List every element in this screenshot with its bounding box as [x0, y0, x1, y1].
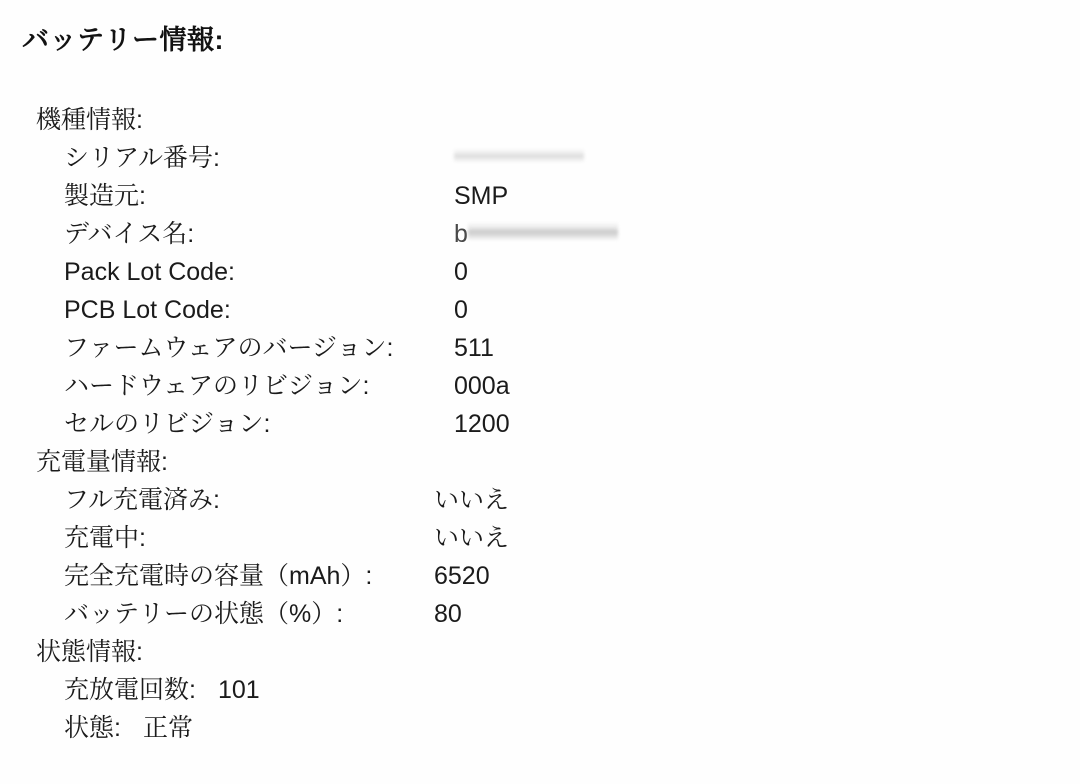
- device-name-lead: b: [454, 220, 468, 248]
- redacted-device-name: [468, 222, 618, 240]
- value-battery-condition-percent: 80: [434, 600, 462, 628]
- rows-model-info: [64, 139, 1080, 443]
- value-fully-charged: いいえ: [434, 486, 510, 514]
- label-fully-charged: フル充電済み:: [64, 486, 220, 514]
- value-manufacturer: SMP: [454, 182, 509, 210]
- row-cycle-count: [64, 671, 1080, 709]
- label-battery-condition-percent: バッテリーの状態（%）:: [64, 600, 344, 628]
- section-heading-charge-info: 充電量情報:: [36, 448, 168, 476]
- value-charging: いいえ: [434, 524, 510, 552]
- row-cell-revision: [64, 405, 1080, 443]
- section-heading-status-info: 状態情報:: [36, 638, 143, 666]
- label-full-charge-capacity: 完全充電時の容量（mAh）:: [64, 562, 373, 590]
- value-cycle-count: 101: [217, 676, 260, 704]
- row-fully-charged: [64, 481, 1080, 519]
- row-firmware-version: [64, 329, 1080, 367]
- value-condition: 正常: [142, 714, 193, 742]
- value-full-charge-capacity: 6520: [434, 562, 490, 590]
- label-pack-lot-code: Pack Lot Code:: [64, 258, 235, 286]
- rows-status-info: [64, 671, 1080, 747]
- label-pcb-lot-code: PCB Lot Code:: [64, 296, 231, 324]
- label-charging: 充電中:: [64, 524, 146, 552]
- row-hardware-revision: [64, 367, 1080, 405]
- row-device-name: [64, 215, 1080, 253]
- row-full-charge-capacity: [64, 557, 1080, 595]
- value-serial-number: [454, 139, 584, 177]
- row-condition: [64, 709, 1080, 747]
- section-model-info: [36, 101, 1080, 443]
- value-cell-revision: 1200: [454, 410, 510, 438]
- label-cycle-count: 充放電回数:: [64, 676, 196, 704]
- row-pack-lot-code: [64, 253, 1080, 291]
- label-condition: 状態:: [64, 714, 121, 742]
- value-firmware-version: 511: [454, 334, 494, 362]
- page-title: バッテリー情報:: [22, 25, 224, 55]
- label-device-name: デバイス名:: [64, 220, 195, 248]
- rows-charge-info: [64, 481, 1080, 633]
- label-manufacturer: 製造元:: [64, 182, 146, 210]
- section-status-info: [36, 633, 1080, 747]
- value-hardware-revision: 000a: [454, 372, 510, 400]
- label-firmware-version: ファームウェアのバージョン:: [64, 334, 394, 362]
- label-hardware-revision: ハードウェアのリビジョン:: [64, 372, 370, 400]
- row-serial-number: [64, 139, 1080, 177]
- device-name-redaction: [454, 215, 618, 253]
- value-pack-lot-code: 0: [454, 258, 468, 286]
- row-pcb-lot-code: [64, 291, 1080, 329]
- value-pcb-lot-code: 0: [454, 296, 468, 324]
- label-serial-number: シリアル番号:: [64, 144, 220, 172]
- value-device-name: [454, 215, 618, 253]
- row-charging: [64, 519, 1080, 557]
- redacted-serial-number: [454, 148, 584, 162]
- section-charge-info: [36, 443, 1080, 633]
- row-battery-condition-percent: [64, 595, 1080, 633]
- section-heading-model-info: 機種情報:: [36, 106, 143, 134]
- row-manufacturer: [64, 177, 1080, 215]
- label-cell-revision: セルのリビジョン:: [64, 410, 271, 438]
